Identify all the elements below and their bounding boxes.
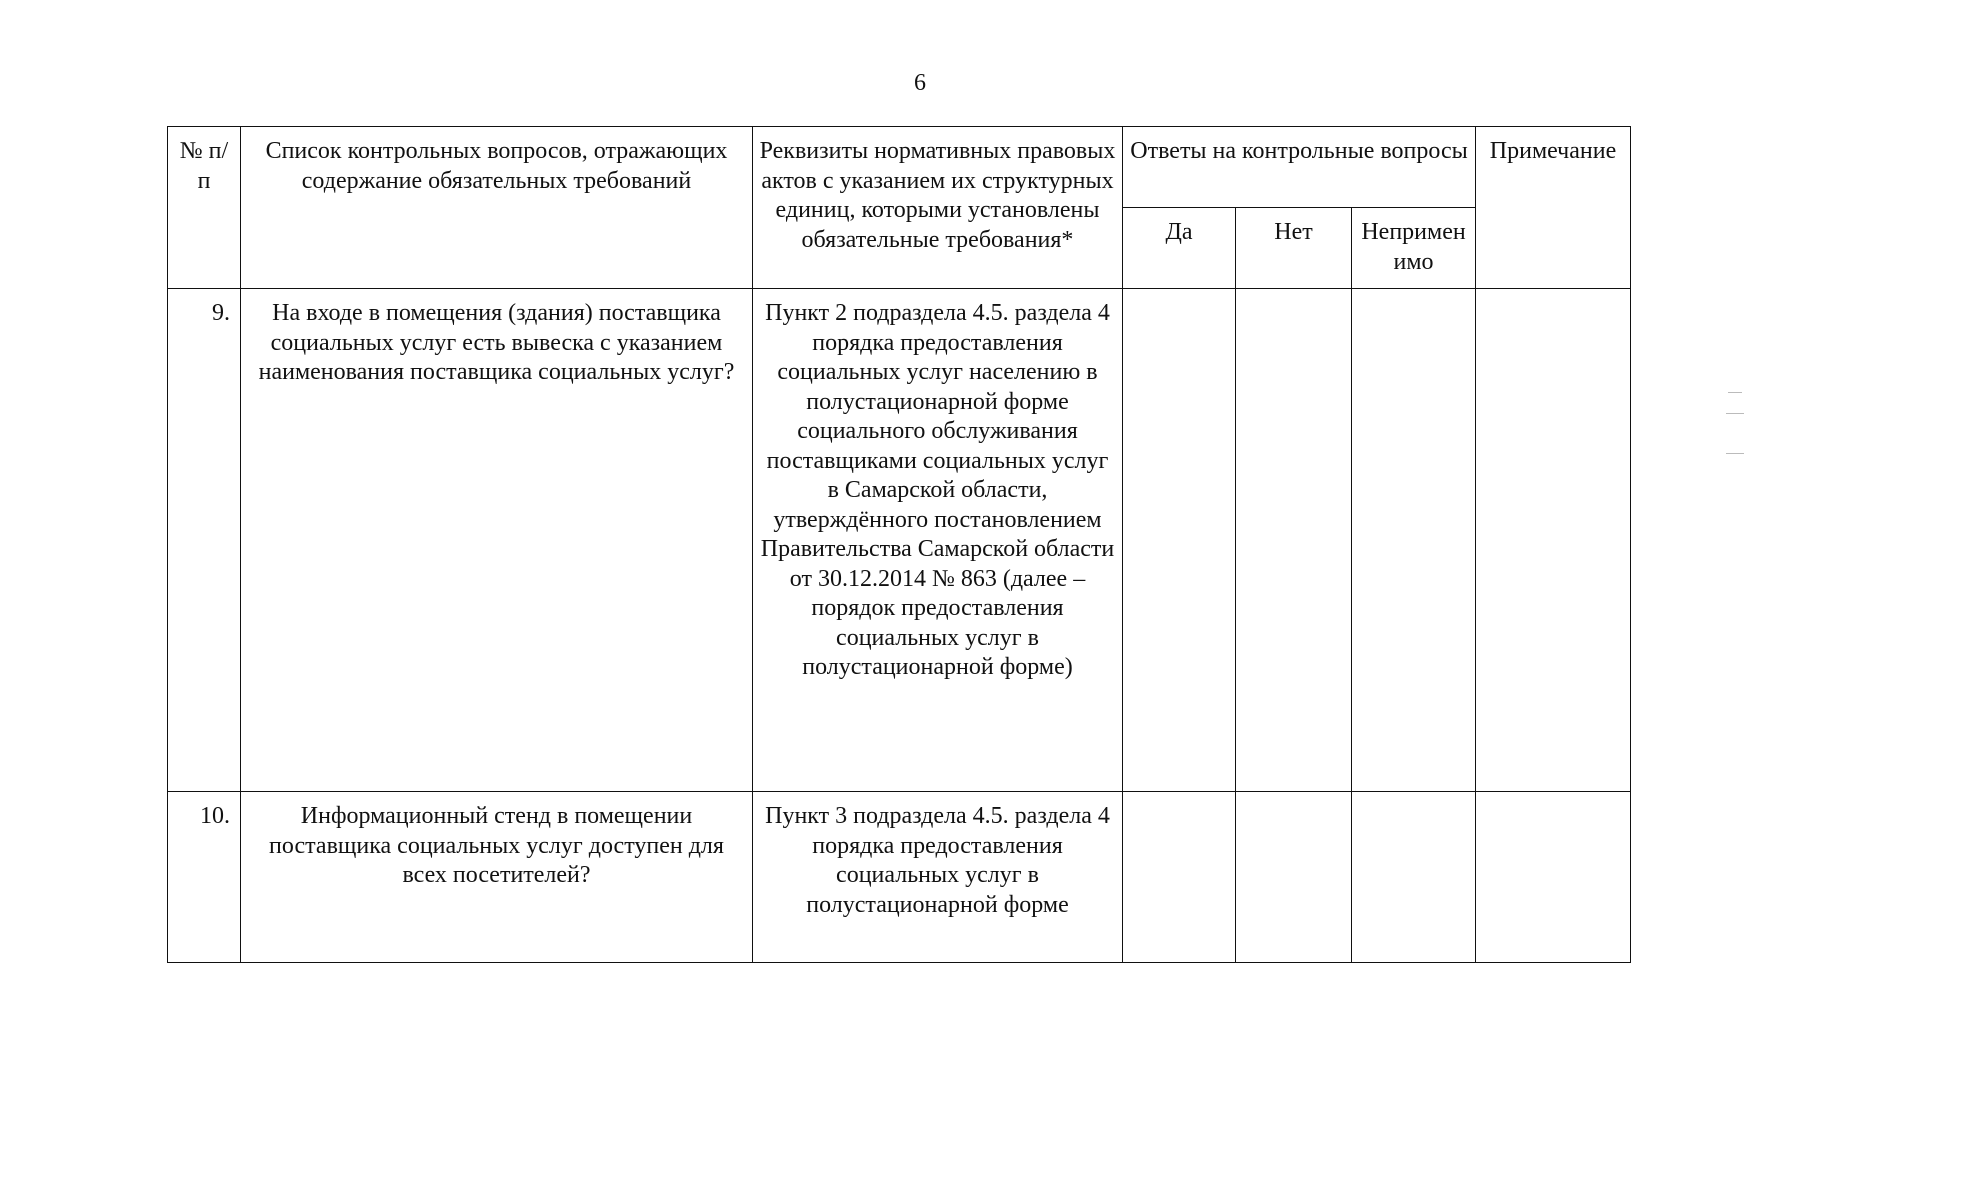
- row-answer-no[interactable]: [1236, 792, 1352, 963]
- row-requisite: Пункт 3 подраздела 4.5. раздела 4 порядка предоставления социальных услуг в полустационарной форме: [753, 792, 1123, 963]
- row-answer-yes[interactable]: [1123, 289, 1236, 792]
- scan-mark: [1728, 392, 1742, 393]
- header-num: № п/п: [168, 127, 241, 289]
- row-answer-not-applicable[interactable]: [1352, 792, 1476, 963]
- row-note[interactable]: [1476, 289, 1631, 792]
- row-answer-not-applicable[interactable]: [1352, 289, 1476, 792]
- row-answer-no[interactable]: [1236, 289, 1352, 792]
- header-answers: Ответы на контрольные вопросы: [1123, 127, 1476, 208]
- checklist-table: [167, 126, 1631, 963]
- header-questions: Список контрольных вопросов, отражающих содержание обязательных требований: [241, 127, 753, 289]
- row-requisite: Пункт 2 подраздела 4.5. раздела 4 порядка предоставления социальных услуг населению в полустационарной форме социального обслуживания поставщиками социальных услуг в Самарской области, утверждённого постановлением Правительства Самарской области от 30.12.2014 № 863 (далее – порядок предоставления социальных услуг в полустационарной форме): [753, 289, 1123, 792]
- scan-mark: [1726, 413, 1744, 414]
- row-question: На входе в помещения (здания) поставщика социальных услуг есть вывеска с указанием наименования поставщика социальных услуг?: [241, 289, 753, 792]
- scan-mark: [1726, 453, 1744, 454]
- header-requisites-text: Реквизиты нормативных правовых актов с указанием их структурных единиц, которыми установлены обязательные требования*: [759, 138, 1116, 253]
- table-row: [168, 289, 1631, 792]
- header-yes: Да: [1123, 208, 1236, 289]
- row-question: Информационный стенд в помещении поставщика социальных услуг доступен для всех посетителей?: [241, 792, 753, 963]
- table-row: [168, 792, 1631, 963]
- header-no: Нет: [1236, 208, 1352, 289]
- header-requisites: [753, 127, 1123, 289]
- row-num: 9.: [168, 289, 241, 792]
- row-note[interactable]: [1476, 792, 1631, 963]
- header-not-applicable: Неприменимо: [1352, 208, 1476, 289]
- row-answer-yes[interactable]: [1123, 792, 1236, 963]
- row-num: 10.: [168, 792, 241, 963]
- page-number: 6: [914, 70, 926, 96]
- header-row: [168, 127, 1631, 208]
- header-note: Примечание: [1476, 127, 1631, 289]
